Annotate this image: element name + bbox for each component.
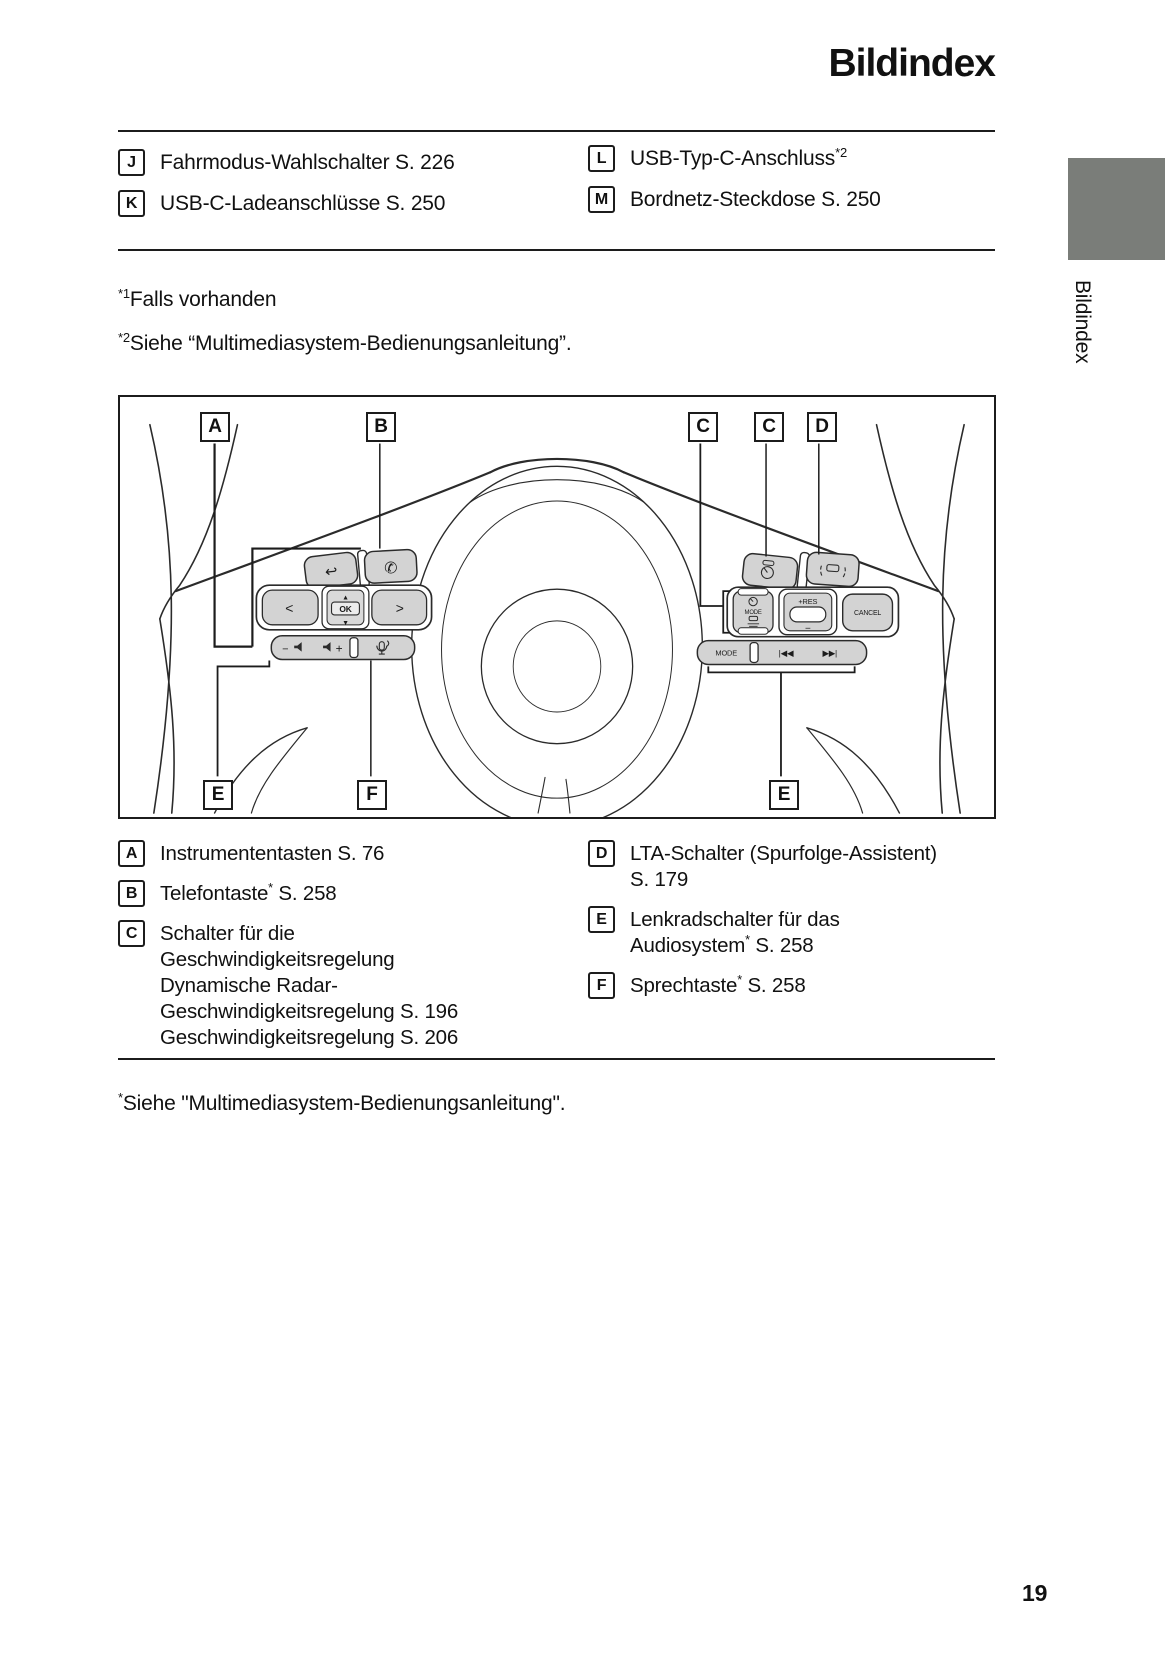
cruise-mode-label: MODE: [744, 609, 762, 616]
index-item-label: Fahrmodus-Wahlschalter S. 226: [160, 150, 455, 174]
lta-button: [806, 552, 860, 587]
page-title: Bildindex: [828, 42, 995, 85]
chapter-tab-label: Bildindex: [1071, 280, 1094, 364]
callout-E-right: E: [769, 780, 799, 810]
callout-E-left: E: [203, 780, 233, 810]
back-button: [303, 551, 358, 589]
footnote-bottom: *Siehe "Multimediasystem-Bedienungsanleitung".: [118, 1090, 566, 1115]
legend-item-A: [118, 840, 588, 867]
index-item-label: USB-Typ-C-Anschluss$^{*2}$: [630, 144, 847, 170]
key-box-D: D: [588, 840, 615, 867]
phone-icon: ✆: [383, 560, 398, 578]
set-minus-label: −: [805, 623, 811, 635]
divider-bottom: [118, 1058, 995, 1060]
cancel-label: CANCEL: [854, 609, 882, 617]
steering-wheel-diagram: [118, 395, 996, 819]
key-box-M: M: [588, 186, 615, 213]
legend-label: Instrumententasten S. 76: [160, 842, 385, 865]
volume-plus-label: +: [335, 641, 343, 656]
legend-left-column: [118, 840, 588, 1064]
key-box-L: L: [588, 145, 615, 172]
index-item-label: Bordnetz-Steckdose S. 250: [630, 187, 881, 211]
leader-C1: [700, 444, 730, 633]
legend-label: Schalter für die Geschwindigkeitsregelung Dynamische Radar- Geschwindigkeitsregelung S. 196 Geschwindigkeitsregelung S. 206: [160, 922, 459, 1049]
key-box-A: A: [118, 840, 145, 867]
left-switch-cluster: [256, 549, 431, 659]
steering-wheel-art: [120, 397, 994, 817]
key-slot: [750, 643, 758, 663]
volume-row: [271, 636, 414, 660]
key-box-F: F: [588, 972, 615, 999]
index-item-J: [118, 149, 455, 176]
set-toggle: [790, 607, 826, 622]
divider-middle: [118, 249, 995, 251]
legend-label: Lenkradschalter für das Audiosystem* S. 258: [630, 908, 840, 957]
legend-label: Sprechtaste* S. 258: [630, 972, 806, 997]
back-icon: ↩: [324, 563, 339, 581]
nav-down-icon: ▼: [342, 619, 349, 627]
cruise-main-button: [742, 553, 799, 590]
legend-label: Telefontaste* S. 258: [160, 880, 337, 905]
leader-E-left: [218, 660, 270, 776]
key-box-J: J: [118, 149, 145, 176]
callout-C1: C: [688, 412, 718, 442]
key-slot: [350, 638, 358, 658]
key-slot: [738, 589, 768, 595]
phone-button: [364, 549, 417, 583]
ok-label: OK: [339, 603, 352, 614]
nav-right-icon: >: [395, 599, 404, 616]
callout-A: A: [200, 412, 230, 442]
legend-item-B: [118, 880, 588, 907]
legend-label: LTA-Schalter (Spurfolge-Assistent) S. 179: [630, 842, 937, 891]
audio-mode-label: MODE: [715, 648, 738, 658]
callout-C2: C: [754, 412, 784, 442]
key-box-C: C: [118, 920, 145, 947]
legend-item-F: [588, 972, 998, 999]
nav-up-icon: ▲: [342, 594, 349, 602]
callout-D: D: [807, 412, 837, 442]
page-number: 19: [1022, 1580, 1048, 1606]
index-item-L: [588, 145, 847, 172]
next-track-icon: ▶▶|: [822, 648, 838, 659]
res-label: +RES: [798, 597, 818, 607]
key-slot: [738, 628, 768, 634]
footnote-2: $^{*2}$Siehe “Multimediasystem-Bedienungsanleitung”.: [118, 330, 572, 355]
legend-item-E: [588, 906, 998, 959]
right-switch-cluster: [697, 552, 898, 665]
callout-B: B: [366, 412, 396, 442]
index-item-M: [588, 186, 881, 213]
callout-F: F: [357, 780, 387, 810]
footnote-1: $^{*1}$Falls vorhanden: [118, 286, 277, 311]
divider-top: [118, 130, 995, 132]
volume-minus-label: −: [282, 643, 289, 656]
index-item-label: USB-C-Ladeanschlüsse S. 250: [160, 191, 446, 215]
legend-item-C: [118, 920, 588, 1051]
key-box-K: K: [118, 190, 145, 217]
legend-right-column: [588, 840, 998, 1012]
index-item-K: [118, 190, 445, 217]
key-box-B: B: [118, 880, 145, 907]
legend-item-D: [588, 840, 998, 893]
chapter-tab: [1068, 158, 1165, 260]
nav-left-icon: <: [285, 599, 294, 616]
prev-track-icon: |◀◀: [778, 648, 794, 659]
key-box-E: E: [588, 906, 615, 933]
